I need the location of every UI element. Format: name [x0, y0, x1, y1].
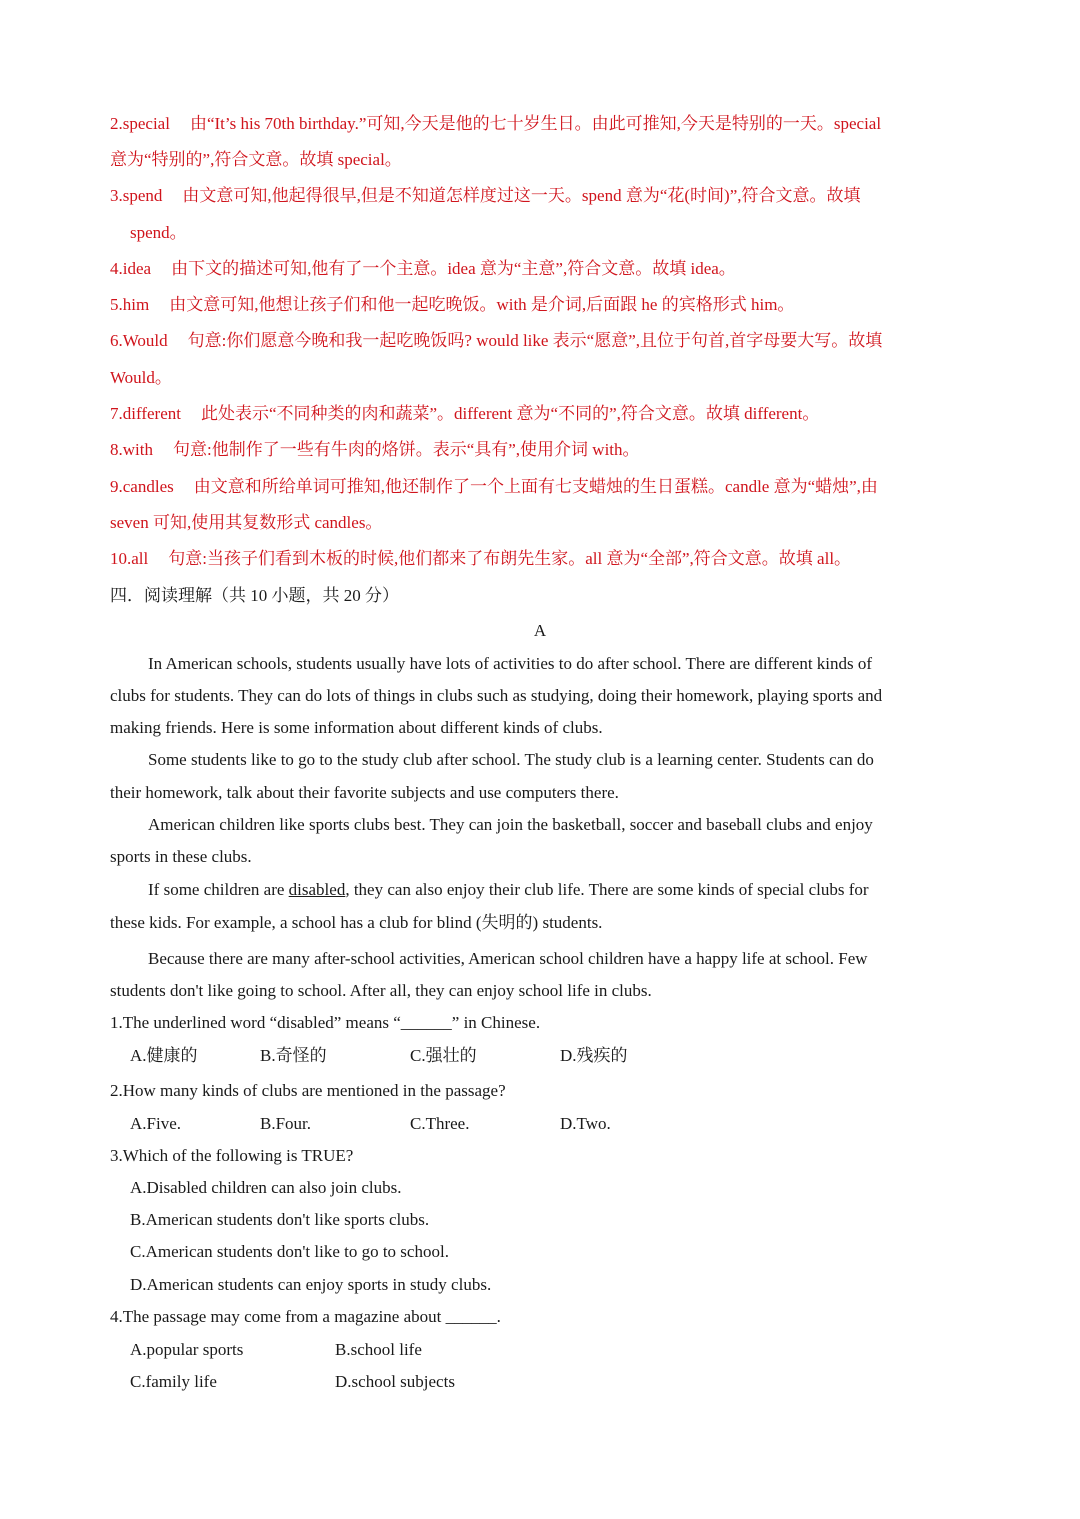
answer-6-line1: 6.Would 句意:你们愿意今晚和我一起吃晚饭吗? would like 表示“愿意”,且位于句首,首字母要大写。故填	[110, 331, 883, 350]
answer-4: 4.idea 由下文的描述可知,他有了一个主意。idea 意为“主意”,符合文意。故填 idea。	[110, 259, 736, 278]
question-2-option-b[interactable]: B.Four.	[260, 1114, 312, 1133]
answer-2-line2: 意为“特别的”,符合文意。故填 special。	[110, 150, 402, 169]
underlined-word-disabled: disabled	[288, 880, 346, 899]
answer-6-line2: Would。	[110, 368, 172, 387]
question-1-option-b[interactable]: B.奇怪的	[260, 1046, 327, 1065]
question-2-option-d[interactable]: D.Two.	[560, 1114, 611, 1133]
question-2-option-a[interactable]: A.Five.	[130, 1114, 181, 1133]
answer-3-line1: 3.spend 由文意可知,他起得很早,但是不知道怎样度过这一天。spend 意为“花(时间)”,符合文意。故填	[110, 186, 861, 205]
question-4-option-c[interactable]: C.family life	[130, 1372, 217, 1391]
question-3-option-a[interactable]: A.Disabled children can also join clubs.	[130, 1178, 402, 1197]
passage-label: A	[533, 621, 547, 640]
question-4-option-d[interactable]: D.school subjects	[335, 1372, 455, 1391]
passage-p4-line2: these kids. For example, a school has a club for blind (失明的) students.	[110, 913, 603, 932]
question-1-option-c[interactable]: C.强壮的	[410, 1046, 477, 1065]
passage-p1-line1: In American schools, students usually have lots of activities to do after school. There are different kinds of	[148, 654, 873, 673]
answer-9-line1: 9.candles 由文意和所给单词可推知,他还制作了一个上面有七支蜡烛的生日蛋糕。candle 意为“蜡烛”,由	[110, 477, 878, 496]
passage-p3-line2: sports in these clubs.	[110, 847, 252, 866]
question-4-option-b[interactable]: B.school life	[335, 1340, 422, 1359]
answer-3-line2: spend。	[130, 223, 187, 242]
passage-p2-line2: their homework, talk about their favorite subjects and use computers there.	[110, 783, 619, 802]
section-heading: 四．阅读理解（共 10 小题，共 20 分）	[110, 586, 399, 605]
answer-9-line2: seven 可知,使用其复数形式 candles。	[110, 513, 383, 532]
question-3-option-b[interactable]: B.American students don't like sports clubs.	[130, 1210, 430, 1229]
question-1-option-a[interactable]: A.健康的	[130, 1046, 198, 1065]
passage-p1-line3: making friends. Here is some information about different kinds of clubs.	[110, 718, 603, 737]
passage-p4-line1: If some children are disabled, they can also enjoy their club life. There are some kinds of special clubs for	[148, 880, 869, 899]
answer-7: 7.different 此处表示“不同种类的肉和蔬菜”。different 意为“不同的”,符合文意。故填 different。	[110, 404, 820, 423]
question-2-option-c[interactable]: C.Three.	[410, 1114, 470, 1133]
question-1-option-d[interactable]: D.残疾的	[560, 1046, 628, 1065]
answer-8: 8.with 句意:他制作了一些有牛肉的烙饼。表示“具有”,使用介词 with。	[110, 440, 640, 459]
passage-p5-line2: students don't like going to school. After all, they can enjoy school life in clubs.	[110, 981, 652, 1000]
question-4-option-a[interactable]: A.popular sports	[130, 1340, 244, 1359]
question-1-stem: 1.The underlined word “disabled” means “______” in Chinese.	[110, 1013, 541, 1032]
answer-2-line1: 2.special 由“It’s his 70th birthday.”可知,今天是他的七十岁生日。由此可推知,今天是特别的一天。special	[110, 114, 882, 133]
passage-p5-line1: Because there are many after-school activities, American school children have a happy life at school. Few	[148, 949, 868, 968]
passage-p2-line1: Some students like to go to the study club after school. The study club is a learning center. Students can do	[148, 750, 874, 769]
passage-p1-line2: clubs for students. They can do lots of things in clubs such as studying, doing their homework, playing sports and	[110, 686, 883, 705]
question-4-stem: 4.The passage may come from a magazine about ______.	[110, 1307, 501, 1326]
answer-10: 10.all 句意:当孩子们看到木板的时候,他们都来了布朗先生家。all 意为“全部”,符合文意。故填 all。	[110, 549, 852, 568]
question-2-stem: 2.How many kinds of clubs are mentioned in the passage?	[110, 1081, 506, 1100]
question-3-option-d[interactable]: D.American students can enjoy sports in study clubs.	[130, 1275, 492, 1294]
answer-5: 5.him 由文意可知,他想让孩子们和他一起吃晚饭。with 是介词,后面跟 he 的宾格形式 him。	[110, 295, 795, 314]
question-3-option-c[interactable]: C.American students don't like to go to school.	[130, 1242, 449, 1261]
question-3-stem: 3.Which of the following is TRUE?	[110, 1146, 354, 1165]
passage-p3-line1: American children like sports clubs best. They can join the basketball, soccer and baseball clubs and enjoy	[148, 815, 873, 834]
